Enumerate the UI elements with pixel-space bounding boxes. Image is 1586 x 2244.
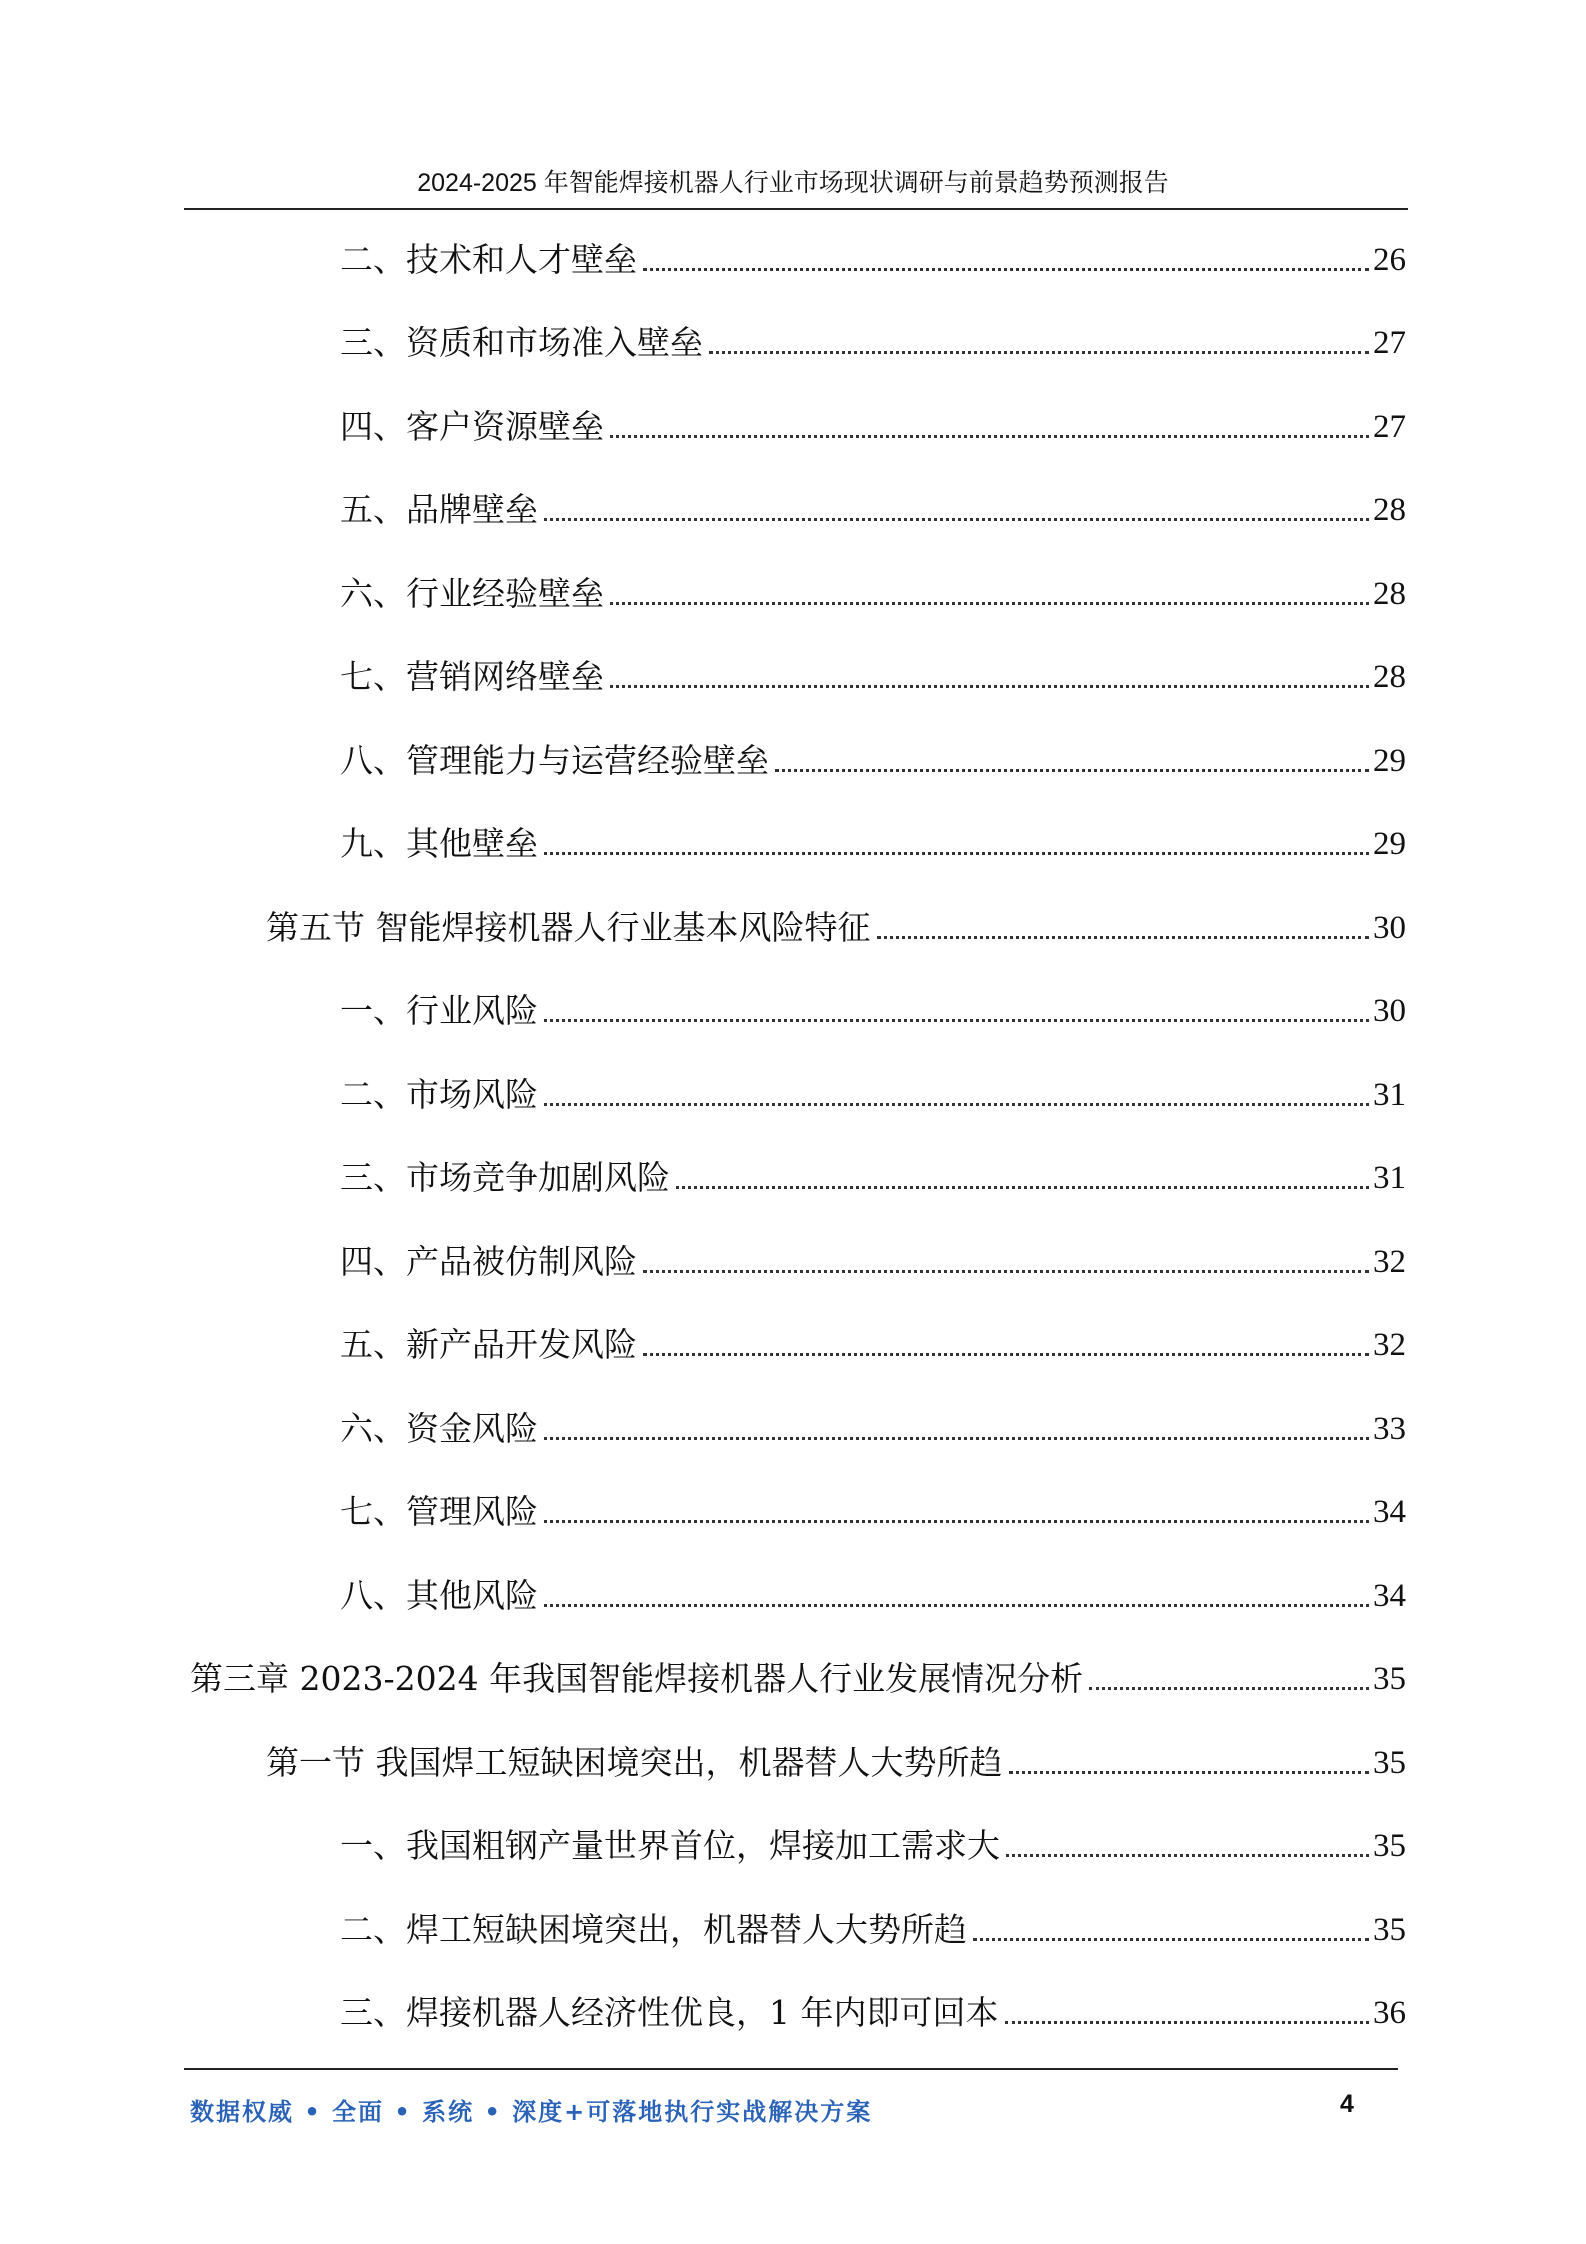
dot-leader bbox=[709, 351, 1369, 354]
toc-entry[interactable] bbox=[340, 1065, 1406, 1115]
toc-entry-page: 28 bbox=[1373, 659, 1406, 695]
dot-leader bbox=[643, 1270, 1369, 1273]
toc-entry-label: 八、其他风险 bbox=[340, 1576, 538, 1615]
dot-leader bbox=[1009, 1771, 1370, 1774]
page-number: 4 bbox=[1340, 2090, 1354, 2118]
dot-leader bbox=[973, 1938, 1369, 1941]
toc-entry[interactable] bbox=[340, 230, 1406, 280]
toc-entry[interactable] bbox=[340, 313, 1406, 363]
dot-leader bbox=[643, 1353, 1369, 1356]
toc-entry-section[interactable] bbox=[266, 898, 1406, 948]
toc-entry-page: 28 bbox=[1373, 576, 1406, 612]
dot-leader bbox=[544, 518, 1369, 521]
toc-entry[interactable] bbox=[340, 1315, 1406, 1365]
toc-entry-label: 二、市场风险 bbox=[340, 1075, 538, 1114]
toc-entry-label: 第三章 2023-2024 年我国智能焊接机器人行业发展情况分析 bbox=[190, 1659, 1084, 1698]
toc-entry[interactable] bbox=[340, 397, 1406, 447]
toc-entry[interactable] bbox=[340, 1482, 1406, 1532]
toc-entry-label: 三、市场竞争加剧风险 bbox=[340, 1158, 670, 1197]
toc-entry-page: 33 bbox=[1373, 1411, 1406, 1447]
toc-entry[interactable] bbox=[340, 1148, 1406, 1198]
toc-entry-label: 一、行业风险 bbox=[340, 991, 538, 1030]
dot-leader bbox=[544, 1604, 1369, 1607]
toc-entry-chapter[interactable] bbox=[190, 1649, 1406, 1699]
header-title: 2024-2025 年智能焊接机器人行业市场现状调研与前景趋势预测报告 bbox=[417, 169, 1169, 197]
toc-entry-page: 27 bbox=[1373, 409, 1406, 445]
toc-entry-label: 第五节 智能焊接机器人行业基本风险特征 bbox=[266, 908, 871, 947]
dot-leader bbox=[610, 435, 1369, 438]
dot-leader bbox=[544, 1437, 1369, 1440]
toc-entry[interactable] bbox=[340, 1983, 1406, 2033]
footer-slogan: 数据权威 • 全面 • 系统 • 深度+可落地执行实战解决方案 bbox=[190, 2098, 873, 2126]
toc-entry[interactable] bbox=[340, 1900, 1406, 1950]
toc-entry-page: 29 bbox=[1373, 826, 1406, 862]
dot-leader bbox=[1006, 1854, 1369, 1857]
toc-entry-label: 第一节 我国焊工短缺困境突出，机器替人大势所趋 bbox=[266, 1743, 1003, 1782]
toc-entry-label: 五、新产品开发风险 bbox=[340, 1325, 637, 1364]
toc-entry[interactable] bbox=[340, 731, 1406, 781]
dot-leader bbox=[877, 936, 1370, 939]
toc-entry[interactable] bbox=[340, 647, 1406, 697]
toc-entry[interactable] bbox=[340, 814, 1406, 864]
toc-entry-label: 五、品牌壁垒 bbox=[340, 490, 538, 529]
toc-entry-page: 32 bbox=[1373, 1244, 1406, 1280]
toc-entry-page: 29 bbox=[1373, 743, 1406, 779]
toc-entry-label: 六、资金风险 bbox=[340, 1409, 538, 1448]
toc-entry-page: 34 bbox=[1373, 1578, 1406, 1614]
toc-entry-label: 二、焊工短缺困境突出，机器替人大势所趋 bbox=[340, 1910, 967, 1949]
toc-entry-page: 35 bbox=[1373, 1828, 1406, 1864]
toc-entry-label: 七、营销网络壁垒 bbox=[340, 657, 604, 696]
toc-entry-page: 26 bbox=[1373, 242, 1406, 278]
toc-entry-page: 31 bbox=[1373, 1160, 1406, 1196]
toc-entry-label: 三、资质和市场准入壁垒 bbox=[340, 323, 703, 362]
toc-entry-page: 32 bbox=[1373, 1327, 1406, 1363]
toc-entry-page: 35 bbox=[1373, 1745, 1406, 1781]
toc-entry[interactable] bbox=[340, 564, 1406, 614]
toc-entry-label: 一、我国粗钢产量世界首位，焊接加工需求大 bbox=[340, 1826, 1000, 1865]
toc-entry[interactable] bbox=[340, 480, 1406, 530]
dot-leader bbox=[1089, 1687, 1369, 1690]
dot-leader bbox=[544, 1103, 1369, 1106]
dot-leader bbox=[610, 602, 1369, 605]
dot-leader bbox=[544, 1019, 1369, 1022]
toc-entry-page: 35 bbox=[1373, 1912, 1406, 1948]
toc-entry-page: 30 bbox=[1373, 910, 1406, 946]
header-divider bbox=[184, 208, 1408, 210]
toc-entry[interactable] bbox=[340, 981, 1406, 1031]
toc-entry-label: 六、行业经验壁垒 bbox=[340, 574, 604, 613]
toc-entry-section[interactable] bbox=[266, 1733, 1406, 1783]
toc-entry-page: 36 bbox=[1373, 1995, 1406, 2031]
toc-entry[interactable] bbox=[340, 1816, 1406, 1866]
dot-leader bbox=[643, 268, 1369, 271]
toc-entry-label: 四、客户资源壁垒 bbox=[340, 407, 604, 446]
footer-divider bbox=[184, 2068, 1398, 2070]
dot-leader bbox=[544, 852, 1369, 855]
dot-leader bbox=[775, 769, 1369, 772]
dot-leader bbox=[676, 1186, 1369, 1189]
dot-leader bbox=[610, 685, 1369, 688]
toc-entry-page: 27 bbox=[1373, 325, 1406, 361]
toc-entry-label: 九、其他壁垒 bbox=[340, 824, 538, 863]
toc-entry[interactable] bbox=[340, 1399, 1406, 1449]
dot-leader bbox=[1005, 2021, 1370, 2024]
dot-leader bbox=[544, 1520, 1369, 1523]
toc-entry-page: 28 bbox=[1373, 492, 1406, 528]
toc-entry-label: 二、技术和人才壁垒 bbox=[340, 240, 637, 279]
toc-entry-page: 31 bbox=[1373, 1077, 1406, 1113]
toc-entry-label: 七、管理风险 bbox=[340, 1492, 538, 1531]
toc-entry-label: 八、管理能力与运营经验壁垒 bbox=[340, 741, 769, 780]
toc-entry-page: 30 bbox=[1373, 993, 1406, 1029]
toc-entry-page: 34 bbox=[1373, 1494, 1406, 1530]
toc-entry[interactable] bbox=[340, 1232, 1406, 1282]
toc-entry-label: 三、焊接机器人经济性优良，1 年内即可回本 bbox=[340, 1993, 999, 2032]
toc-entry-page: 35 bbox=[1373, 1661, 1406, 1697]
toc-entry-label: 四、产品被仿制风险 bbox=[340, 1242, 637, 1281]
toc-entry[interactable] bbox=[340, 1566, 1406, 1616]
